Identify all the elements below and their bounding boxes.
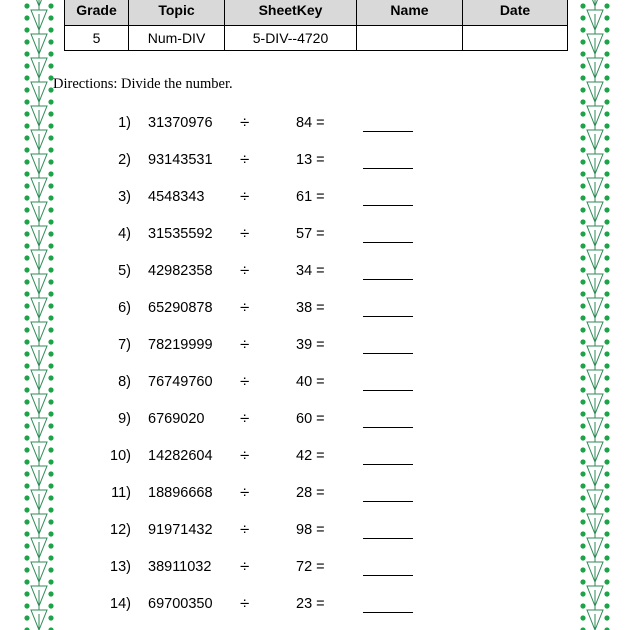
divisor: 61 = <box>296 189 325 205</box>
border-dot <box>580 327 585 332</box>
problem-number: 13) <box>110 559 131 575</box>
border-dot <box>580 87 585 92</box>
divisor: 23 = <box>296 596 325 612</box>
divisor: 13 = <box>296 152 325 168</box>
divide-symbol: ÷ <box>240 298 250 317</box>
border-dot <box>604 75 609 80</box>
header-date: Date <box>463 0 568 26</box>
problem-number: 1) <box>118 115 131 131</box>
answer-blank[interactable] <box>363 152 413 169</box>
border-dot <box>580 27 585 32</box>
border-dot <box>24 63 29 68</box>
border-dot <box>48 27 53 32</box>
problem-number: 12) <box>110 522 131 538</box>
problem-row <box>0 522 630 542</box>
problem-number: 7) <box>118 337 131 353</box>
border-dot <box>24 291 29 296</box>
border-dot <box>580 51 585 56</box>
dividend: 14282604 <box>148 448 213 464</box>
border-dot <box>24 135 29 140</box>
border-dot <box>580 183 585 188</box>
dividend: 65290878 <box>148 300 213 316</box>
divisor: 40 = <box>296 374 325 390</box>
border-dot <box>24 507 29 512</box>
border-dot <box>604 471 609 476</box>
border-dot <box>580 75 585 80</box>
border-dot <box>48 39 53 44</box>
border-dot <box>604 183 609 188</box>
divisor: 39 = <box>296 337 325 353</box>
border-dot <box>48 99 53 104</box>
border-dot <box>604 63 609 68</box>
border-dot <box>604 135 609 140</box>
border-dot <box>24 39 29 44</box>
border-dot <box>580 543 585 548</box>
border-dot <box>580 291 585 296</box>
dividend: 18896668 <box>148 485 213 501</box>
divisor: 72 = <box>296 559 325 575</box>
dividend: 69700350 <box>148 596 213 612</box>
border-dot <box>604 399 609 404</box>
divisor: 38 = <box>296 300 325 316</box>
border-dot <box>24 87 29 92</box>
border-dot <box>48 135 53 140</box>
divisor: 84 = <box>296 115 325 131</box>
header-grade: Grade <box>65 0 129 26</box>
divide-symbol: ÷ <box>240 520 250 539</box>
border-dot <box>24 435 29 440</box>
divide-symbol: ÷ <box>240 594 250 613</box>
border-dot <box>48 399 53 404</box>
border-dot <box>604 3 609 8</box>
answer-blank[interactable] <box>363 226 413 243</box>
border-dot <box>24 255 29 260</box>
border-dot <box>48 15 53 20</box>
divide-symbol: ÷ <box>240 150 250 169</box>
border-dot <box>24 471 29 476</box>
border-dot <box>580 579 585 584</box>
border-dot <box>580 363 585 368</box>
dividend: 78219999 <box>148 337 213 353</box>
border-dot <box>580 15 585 20</box>
border-dot <box>580 435 585 440</box>
problem-row <box>0 189 630 209</box>
border-dot <box>24 99 29 104</box>
border-dot <box>580 255 585 260</box>
border-dot <box>24 15 29 20</box>
header-name: Name <box>357 0 463 26</box>
border-dot <box>604 27 609 32</box>
border-dot <box>48 291 53 296</box>
border-dot <box>48 3 53 8</box>
border-dot <box>604 219 609 224</box>
border-dot <box>604 255 609 260</box>
border-dot <box>48 363 53 368</box>
divide-symbol: ÷ <box>240 483 250 502</box>
problem-number: 3) <box>118 189 131 205</box>
header-row <box>65 0 568 26</box>
border-dot <box>580 219 585 224</box>
dividend: 76749760 <box>148 374 213 390</box>
divide-symbol: ÷ <box>240 113 250 132</box>
answer-blank[interactable] <box>363 115 413 132</box>
dividend: 42982358 <box>148 263 213 279</box>
border-dot <box>580 135 585 140</box>
border-dot <box>48 183 53 188</box>
divisor: 28 = <box>296 485 325 501</box>
border-dot <box>48 579 53 584</box>
border-dot <box>604 87 609 92</box>
border-dot <box>604 543 609 548</box>
border-dot <box>24 543 29 548</box>
problem-row <box>0 337 630 357</box>
sheetkey-value: 5-DIV--4720 <box>225 26 357 51</box>
problem-number: 4) <box>118 226 131 242</box>
divide-symbol: ÷ <box>240 372 250 391</box>
answer-blank[interactable] <box>363 300 413 317</box>
divisor: 42 = <box>296 448 325 464</box>
dividend: 6769020 <box>148 411 205 427</box>
directions-text: Directions: Divide the number. <box>53 76 233 92</box>
border-dot <box>48 543 53 548</box>
border-dot <box>604 51 609 56</box>
border-dot <box>24 75 29 80</box>
dividend: 91971432 <box>148 522 213 538</box>
problem-number: 9) <box>118 411 131 427</box>
border-dot <box>604 435 609 440</box>
problem-row <box>0 374 630 394</box>
header-sheetkey: SheetKey <box>225 0 357 26</box>
problem-row <box>0 152 630 172</box>
problem-row <box>0 448 630 468</box>
answer-blank[interactable] <box>363 263 413 280</box>
problem-row <box>0 263 630 283</box>
border-dot <box>604 615 609 620</box>
problem-row <box>0 559 630 579</box>
problem-row <box>0 485 630 505</box>
border-dot <box>48 615 53 620</box>
border-dot <box>24 579 29 584</box>
divide-symbol: ÷ <box>240 557 250 576</box>
border-dot <box>24 27 29 32</box>
answer-blank[interactable] <box>363 559 413 576</box>
divide-symbol: ÷ <box>240 224 250 243</box>
border-dot <box>604 171 609 176</box>
header-topic: Topic <box>129 0 225 26</box>
problem-number: 5) <box>118 263 131 279</box>
value-row <box>65 26 568 51</box>
border-dot <box>24 615 29 620</box>
problem-row <box>0 226 630 246</box>
answer-blank[interactable] <box>363 189 413 206</box>
dividend: 31535592 <box>148 226 213 242</box>
problem-number: 2) <box>118 152 131 168</box>
topic-value: Num-DIV <box>129 26 225 51</box>
border-dot <box>604 363 609 368</box>
answer-blank[interactable] <box>363 411 413 428</box>
border-dot <box>580 3 585 8</box>
border-dot <box>48 63 53 68</box>
border-dot <box>48 171 53 176</box>
border-dot <box>580 39 585 44</box>
dividend: 93143531 <box>148 152 213 168</box>
answer-blank[interactable] <box>363 448 413 465</box>
border-dot <box>580 471 585 476</box>
answer-blank[interactable] <box>363 596 413 613</box>
border-dot <box>48 51 53 56</box>
border-dot <box>24 363 29 368</box>
border-dot <box>48 219 53 224</box>
border-dot <box>580 171 585 176</box>
divisor: 98 = <box>296 522 325 538</box>
border-dot <box>580 507 585 512</box>
worksheet-info-table <box>64 0 568 51</box>
border-dot <box>24 399 29 404</box>
date-field[interactable] <box>463 26 568 51</box>
border-dot <box>580 99 585 104</box>
border-dot <box>604 507 609 512</box>
problem-row <box>0 596 630 616</box>
problem-number: 6) <box>118 300 131 316</box>
border-dot <box>604 291 609 296</box>
problem-row <box>0 115 630 135</box>
border-dot <box>604 15 609 20</box>
border-dot <box>24 51 29 56</box>
dividend: 4548343 <box>148 189 205 205</box>
border-dot <box>24 171 29 176</box>
border-dot <box>604 39 609 44</box>
problem-number: 11) <box>111 485 131 501</box>
border-dot <box>24 3 29 8</box>
dividend: 38911032 <box>148 559 212 575</box>
grade-value: 5 <box>65 26 129 51</box>
problem-row <box>0 300 630 320</box>
border-dot <box>580 63 585 68</box>
answer-blank[interactable] <box>363 485 413 502</box>
problem-row <box>0 411 630 431</box>
border-dot <box>24 219 29 224</box>
border-dot <box>604 327 609 332</box>
divisor: 60 = <box>296 411 325 427</box>
answer-blank[interactable] <box>363 374 413 391</box>
divisor: 34 = <box>296 263 325 279</box>
border-dot <box>48 507 53 512</box>
dividend: 31370976 <box>148 115 213 131</box>
divide-symbol: ÷ <box>240 409 250 428</box>
border-dot <box>604 579 609 584</box>
border-dot <box>580 615 585 620</box>
answer-blank[interactable] <box>363 522 413 539</box>
divide-symbol: ÷ <box>240 335 250 354</box>
border-dot <box>24 327 29 332</box>
border-dot <box>48 255 53 260</box>
answer-blank[interactable] <box>363 337 413 354</box>
border-dot <box>48 471 53 476</box>
border-dot <box>604 99 609 104</box>
problem-number: 8) <box>118 374 131 390</box>
problem-number: 14) <box>110 596 131 612</box>
border-dot <box>48 435 53 440</box>
divide-symbol: ÷ <box>240 446 250 465</box>
border-dot <box>48 327 53 332</box>
divisor: 57 = <box>296 226 325 242</box>
problem-number: 10) <box>110 448 131 464</box>
border-dot <box>580 399 585 404</box>
divide-symbol: ÷ <box>240 261 250 280</box>
name-field[interactable] <box>357 26 463 51</box>
divide-symbol: ÷ <box>240 187 250 206</box>
border-dot <box>24 183 29 188</box>
